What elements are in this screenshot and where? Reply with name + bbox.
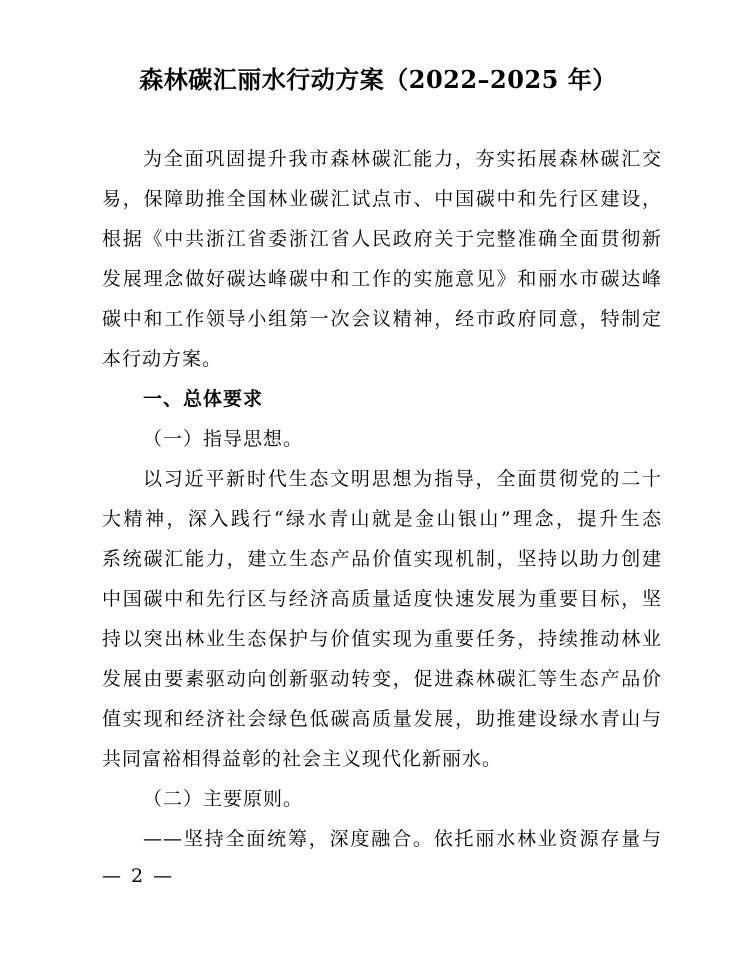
intro-line-5: 碳中和工作领导小组第一次会议精神，经市政府同意，特制定 <box>102 308 662 330</box>
guiding-line-2: 大精神，深入践行“绿水青山就是金山银山”理念，提升生态 <box>102 508 662 530</box>
principles-line-1: ——坚持全面统筹，深度融合。依托丽水林业资源存量与 <box>143 828 662 850</box>
guiding-line-4: 中国碳中和先行区与经济高质量适度快速发展为重要目标，坚 <box>102 588 662 610</box>
guiding-line-6: 发展由要素驱动向创新驱动转变，促进森林碳汇等生态产品价 <box>102 668 662 690</box>
guiding-line-5: 持以突出林业生态保护与价值实现为重要任务，持续推动林业 <box>102 628 662 650</box>
guiding-line-1: 以习近平新时代生态文明思想为指导，全面贯彻党的二十 <box>143 468 662 490</box>
guiding-line-3: 系统碳汇能力，建立生态产品价值实现机制，坚持以助力创建 <box>102 548 662 570</box>
section-heading-general-requirements: 一、总体要求 <box>143 388 264 410</box>
guiding-line-8: 共同富裕相得益彰的社会主义现代化新丽水。 <box>102 748 503 770</box>
intro-line-6: 本行动方案。 <box>102 348 223 370</box>
intro-line-3: 根据《中共浙江省委浙江省人民政府关于完整准确全面贯彻新 <box>102 228 662 250</box>
intro-line-2: 易，保障助推全国林业碳汇试点市、中国碳中和先行区建设， <box>102 188 662 210</box>
subsection-heading-main-principles: （二）主要原则。 <box>143 788 304 810</box>
subsection-heading-guiding-thought: （一）指导思想。 <box>143 428 304 450</box>
document-title: 森林碳汇丽水行动方案（2022–2025 年） <box>139 65 617 94</box>
intro-line-4: 发展理念做好碳达峰碳中和工作的实施意见》和丽水市碳达峰 <box>102 268 662 290</box>
intro-line-1: 为全面巩固提升我市森林碳汇能力，夯实拓展森林碳汇交 <box>143 148 662 170</box>
page-number: — 2 — <box>102 865 175 887</box>
guiding-line-7: 值实现和经济社会绿色低碳高质量发展，助推建设绿水青山与 <box>102 708 662 730</box>
